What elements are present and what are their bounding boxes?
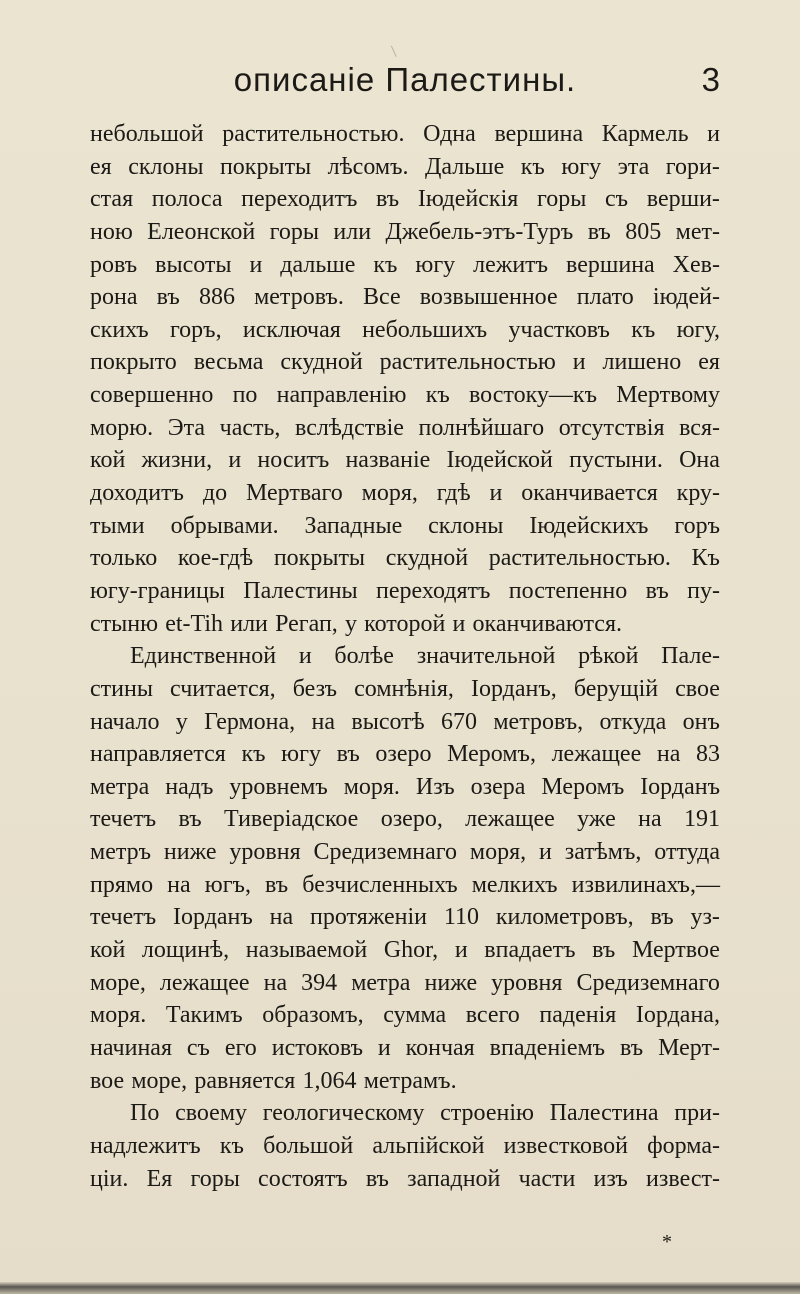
word: въ [650, 904, 674, 931]
word: уз- [690, 904, 720, 931]
word: къ [631, 316, 656, 343]
word: извилинахъ,— [571, 871, 720, 898]
word: въ [592, 937, 616, 964]
word: альпiйской [372, 1132, 485, 1159]
text-line [90, 869, 720, 902]
word: Единственной [130, 643, 277, 670]
word: вершина [494, 121, 584, 147]
word: озера [470, 773, 526, 800]
word: югу [281, 741, 321, 768]
text-line [90, 1065, 720, 1098]
word: растительностью [379, 349, 556, 376]
word: впаденiемъ [489, 1034, 606, 1061]
word: известковой [503, 1132, 628, 1159]
word: извест- [646, 1165, 720, 1192]
text-line [90, 183, 720, 216]
word: озеро, [380, 806, 443, 833]
word: считается, [170, 675, 276, 702]
word: сумма [383, 1002, 447, 1029]
word: Меромъ [541, 773, 625, 800]
word: у [344, 610, 357, 637]
word: онъ [682, 708, 720, 735]
word: море, [90, 969, 146, 996]
word: равняется [194, 1067, 296, 1094]
word: берущiй [573, 675, 659, 702]
text-line [90, 738, 720, 771]
text-line [90, 542, 720, 575]
word: въ [265, 871, 289, 898]
word: метра [90, 773, 150, 800]
word: оканчивается [521, 480, 658, 507]
word: востоку—къ [469, 382, 597, 409]
word: 886 [198, 284, 235, 311]
text-line [90, 836, 720, 869]
word: уровня [229, 839, 301, 866]
word: и [298, 643, 312, 670]
word: лишено [602, 349, 682, 376]
word: совершенно [90, 382, 214, 409]
word: называемой [245, 937, 368, 964]
word: Елеонской [147, 218, 256, 245]
word: лѣсомъ. [327, 153, 409, 180]
word: западной [407, 1165, 501, 1192]
word: море, [131, 1067, 188, 1094]
word: Такимъ [165, 1002, 243, 1029]
word: горы [269, 218, 320, 245]
text-line [90, 1097, 720, 1130]
page-bottom-edge [0, 1282, 800, 1294]
word: 670 [441, 708, 478, 735]
word: растительностью. [488, 545, 671, 572]
text-line [90, 281, 720, 314]
body-text [90, 118, 720, 1195]
word: пустыни. [569, 447, 663, 474]
running-head [90, 58, 720, 102]
word: своему [175, 1100, 248, 1127]
word: или [230, 610, 268, 637]
word: на [638, 806, 662, 833]
word: оттуда [654, 839, 720, 866]
word: уровнемъ [229, 773, 328, 800]
word: 394 [301, 969, 338, 996]
word: Къ [691, 545, 720, 572]
word: iюдей- [652, 284, 720, 311]
word: Средиземнаго [313, 839, 457, 866]
word: безчисленныхъ [302, 871, 458, 898]
word: мелкихъ [471, 871, 558, 898]
word: моря. [90, 1002, 147, 1029]
word: у [175, 708, 188, 735]
word: стыню [90, 610, 159, 637]
word: Iюдейской [446, 447, 553, 474]
text-line [90, 640, 720, 673]
word: возвышенное [419, 284, 558, 311]
word: кой [90, 447, 126, 474]
word: часть, [219, 414, 281, 441]
word: Пале- [661, 643, 720, 670]
word: Ея [146, 1165, 173, 1192]
word: къ [219, 1132, 244, 1159]
word: югу [415, 251, 456, 278]
word: рона [90, 284, 138, 311]
word: жизни, [141, 447, 213, 474]
word: Гермона, [204, 708, 296, 735]
word: мет- [675, 218, 720, 245]
text-line [90, 967, 720, 1000]
word: значительной [416, 643, 556, 670]
text-line [90, 477, 720, 510]
word: съ [186, 1034, 210, 1061]
word: Iорданъ [640, 773, 720, 800]
word: ровъ [90, 251, 138, 278]
word: Iюдейскихъ [529, 512, 649, 539]
word: надъ [165, 773, 214, 800]
word: стая [90, 186, 134, 213]
word: образомъ, [262, 1002, 364, 1029]
word: носитъ [257, 447, 330, 474]
word: въ [645, 577, 669, 604]
word: къ [425, 382, 450, 409]
word: Регап, [275, 610, 338, 637]
text-line [90, 803, 720, 836]
word: склоны [128, 153, 204, 180]
word: ея [698, 349, 720, 376]
word: 83 [695, 741, 720, 768]
word: кой [90, 937, 126, 964]
word: скихъ [90, 316, 149, 343]
word: 191 [683, 806, 720, 833]
word: скудной [280, 349, 363, 376]
word: Палестина [549, 1100, 659, 1127]
word: небольшихъ [362, 316, 488, 343]
word: Хев- [672, 251, 720, 278]
word: и [454, 937, 468, 964]
word: участковъ [508, 316, 610, 343]
word: гдѣ [436, 480, 471, 507]
text-line [90, 118, 720, 151]
word: 805 [625, 218, 662, 245]
text-line [90, 934, 720, 967]
word: Эта [167, 414, 206, 441]
word: Iюдейскiя [417, 186, 519, 213]
word: кое-гдѣ [177, 545, 254, 572]
word: затѣмъ, [564, 839, 642, 866]
word: переходитъ [241, 186, 358, 213]
word: по [232, 382, 258, 409]
word: на [269, 904, 294, 931]
word: морю. [90, 414, 154, 441]
text-line [90, 706, 720, 739]
word: Тиверiадское [224, 806, 359, 833]
word: части [518, 1165, 576, 1192]
word: 1,064 [302, 1067, 357, 1094]
word: геологическому [262, 1100, 425, 1127]
signature-mark: * [662, 1231, 672, 1253]
word: эта [617, 153, 650, 180]
word: только [90, 545, 158, 572]
word: протяженiи [310, 904, 428, 931]
word: кру- [676, 480, 720, 507]
word: горы [536, 186, 587, 213]
text-line [90, 346, 720, 379]
word: течетъ [90, 806, 157, 833]
word: прямо [90, 871, 154, 898]
page-fold-mark [391, 43, 402, 57]
word: высотѣ [351, 708, 425, 735]
text-line [90, 901, 720, 934]
word: и [707, 121, 720, 147]
word: лежитъ [473, 251, 549, 278]
word: гори- [665, 153, 720, 180]
word: Изъ [415, 773, 455, 800]
word: лощинѣ, [141, 937, 230, 964]
word: въ [365, 1165, 389, 1192]
word: его [224, 1034, 257, 1061]
word: Мертвое [631, 937, 720, 964]
word: уровня [491, 969, 563, 996]
word: дальше [280, 251, 356, 278]
word: лежащее [159, 969, 250, 996]
word: Меромъ, [447, 741, 536, 768]
word: и [572, 349, 586, 376]
word: югу, [676, 316, 720, 343]
word: склоны [428, 512, 504, 539]
word: горъ, [169, 316, 222, 343]
word: et-Tih [165, 610, 224, 637]
word: уже [577, 806, 616, 833]
word: въ [156, 284, 180, 311]
text-line [90, 412, 720, 445]
word: Мерт- [658, 1034, 720, 1061]
word: километровъ, [495, 904, 634, 931]
word: отсутствiя [558, 414, 665, 441]
word: метръ [90, 839, 152, 866]
word: на [263, 969, 288, 996]
word: моря, [361, 480, 418, 507]
text-line [90, 673, 720, 706]
word: при- [674, 1100, 720, 1127]
word: впадаетъ [484, 937, 576, 964]
word: вое [90, 1067, 125, 1094]
word: доходитъ [90, 480, 184, 507]
word: всего [465, 1002, 520, 1029]
word: ниже [163, 839, 217, 866]
text-line [90, 151, 720, 184]
word: и [249, 251, 263, 278]
word: направляется [90, 741, 226, 768]
word: озеро [375, 741, 432, 768]
text-line [90, 1163, 720, 1196]
word: полнѣйшаго [418, 414, 545, 441]
word: лежащее [465, 806, 555, 833]
word: съ [605, 186, 629, 213]
word: оканчиваются. [472, 610, 622, 637]
text-line [90, 575, 720, 608]
word: паденiя [539, 1002, 617, 1029]
text-line [90, 510, 720, 543]
word: истоковъ [271, 1034, 363, 1061]
word: полоса [151, 186, 223, 213]
word: Дальше [424, 153, 505, 180]
word: названiе [345, 447, 431, 474]
word: Она [679, 447, 720, 474]
word: плато [576, 284, 634, 311]
word: метра [351, 969, 411, 996]
word: течетъ [90, 904, 157, 931]
word: югъ, [204, 871, 251, 898]
word: цiи. [90, 1165, 129, 1192]
word: пу- [687, 577, 720, 604]
word: Мертваго [245, 480, 343, 507]
word: скудной [385, 545, 469, 572]
word: Западные [304, 512, 403, 539]
word: болѣе [334, 643, 394, 670]
word: на [167, 871, 191, 898]
word: Ghor, [383, 937, 439, 964]
text-line [90, 379, 720, 412]
text-line [90, 444, 720, 477]
word: въ [587, 218, 611, 245]
word: метровъ. [254, 284, 344, 311]
word: метровъ, [493, 708, 584, 735]
word: до [202, 480, 228, 507]
word: сомнѣнiя, [354, 675, 454, 702]
word: рѣкой [578, 643, 639, 670]
word: ною [90, 218, 133, 245]
word: моря. [343, 773, 400, 800]
word: форма- [647, 1132, 720, 1159]
word: югу-границы [90, 577, 225, 604]
word: метрамъ. [363, 1067, 457, 1094]
word: покрыты [273, 545, 366, 572]
word: направленiю [276, 382, 407, 409]
word: 110 [443, 904, 479, 931]
word: къ [241, 741, 266, 768]
word: состоятъ [258, 1165, 348, 1192]
word: исключая [242, 316, 341, 343]
text-line [90, 1130, 720, 1163]
word: Iорданъ, [471, 675, 557, 702]
word: Все [362, 284, 401, 311]
running-title: описанiе Палестины. [233, 61, 577, 98]
word: тыми [90, 512, 145, 539]
word: строенiю [440, 1100, 534, 1127]
word: растительностью. [222, 121, 405, 147]
word: моря, [469, 839, 527, 866]
word: изъ [593, 1165, 628, 1192]
word: постепенно [508, 577, 628, 604]
word: Палестины [243, 577, 358, 604]
word: свое [675, 675, 720, 702]
word: большой [263, 1132, 354, 1159]
word: въ [620, 1034, 644, 1061]
text-line [90, 608, 720, 641]
word: лежащее [551, 741, 642, 768]
word: переходятъ [376, 577, 491, 604]
word: къ [520, 153, 545, 180]
word: кончая [405, 1034, 475, 1061]
word: на [656, 741, 681, 768]
word: Джебель-этъ-Туръ [385, 218, 574, 245]
word: Кармель [601, 121, 689, 147]
word: покрыто [90, 349, 177, 376]
word: въ [336, 741, 360, 768]
word: покрыты [219, 153, 312, 180]
word: въ [178, 806, 202, 833]
text-line [90, 314, 720, 347]
word: и [489, 480, 503, 507]
word: ниже [424, 969, 478, 996]
word: безъ [292, 675, 338, 702]
word: Средиземнаго [576, 969, 720, 996]
word: въ [376, 186, 400, 213]
text-line [90, 216, 720, 249]
word: верши- [646, 186, 720, 213]
word: начиная [90, 1034, 172, 1061]
word: и [377, 1034, 391, 1061]
word: вершина [566, 251, 655, 278]
word: къ [373, 251, 398, 278]
page-number: 3 [701, 61, 720, 98]
word: начало [90, 708, 160, 735]
word: или [333, 218, 372, 245]
word: откуда [599, 708, 667, 735]
word: небольшой [90, 121, 204, 147]
word: югу [561, 153, 602, 180]
word: вслѣдствiе [295, 414, 404, 441]
word: По [130, 1100, 160, 1127]
text-line [90, 1032, 720, 1065]
word: которой [364, 610, 446, 637]
word: вся- [679, 414, 720, 441]
word: и [539, 839, 552, 866]
word: высоты [155, 251, 232, 278]
word: горы [190, 1165, 240, 1192]
word: Iорданъ [173, 904, 253, 931]
word: и [452, 610, 466, 637]
word: надлежитъ [90, 1132, 201, 1159]
word: весьма [193, 349, 264, 376]
word: на [311, 708, 336, 735]
word: Iордана, [635, 1002, 720, 1029]
word: стины [90, 675, 153, 702]
word: обрывами. [170, 512, 279, 539]
word: горъ [674, 512, 720, 539]
word: Мертвому [616, 382, 720, 409]
word: ея [90, 153, 112, 180]
text-line [90, 999, 720, 1032]
word: и [228, 447, 242, 474]
word: Одна [423, 121, 476, 147]
text-line [90, 249, 720, 282]
text-line [90, 771, 720, 804]
